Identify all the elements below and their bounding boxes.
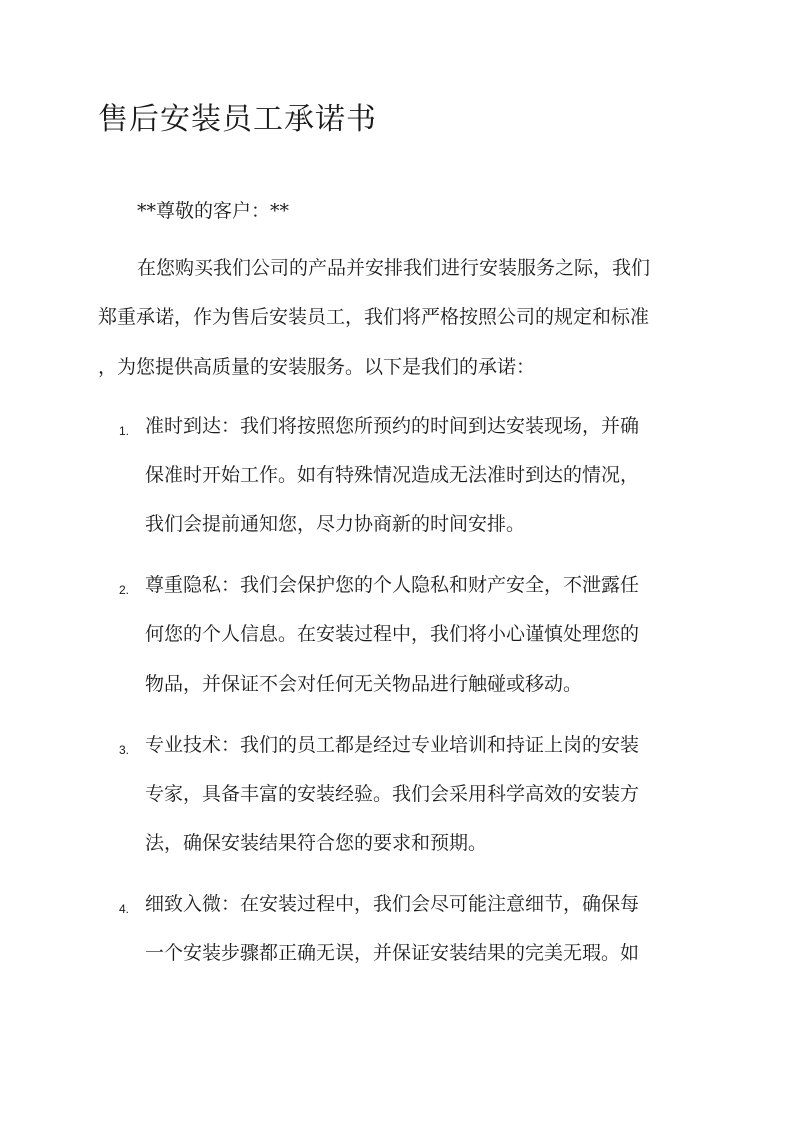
list-item-number: 4. (119, 902, 130, 916)
list-item-line: 准时到达：我们将按照您所预约的时间到达安装现场，并确 (145, 415, 640, 437)
list-item-line: 保准时开始工作。如有特殊情况造成无法准时到达的情况， (145, 464, 640, 486)
page-title: 售后安装员工承诺书 (98, 102, 377, 137)
list-item-number: 1. (119, 424, 130, 438)
list-item-line: 细致入微：在安装过程中，我们会尽可能注意细节，确保每 (145, 893, 640, 915)
list-item-line: 我们会提前通知您，尽力协商新的时间安排。 (145, 513, 526, 535)
list-item-line: 专业技术：我们的员工都是经过专业培训和持证上岗的安装 (145, 734, 640, 756)
list-item-line: 法，确保安装结果符合您的要求和预期。 (145, 832, 488, 854)
list-item-line: 何您的个人信息。在安装过程中，我们将小心谨慎处理您的 (145, 623, 640, 645)
list-item-line: 专家，具备丰富的安装经验。我们会采用科学高效的安装方 (145, 783, 640, 805)
intro-line: ，为您提供高质量的安装服务。以下是我们的承诺： (98, 356, 536, 378)
list-item-line: 一个安装步骤都正确无误，并保证安装结果的完美无瑕。如 (145, 942, 640, 964)
salutation: **尊敬的客户：** (137, 200, 290, 222)
list-item-line: 尊重隐私：我们会保护您的个人隐私和财产安全，不泄露任 (145, 574, 640, 596)
list-item-line: 物品，并保证不会对任何无关物品进行触碰或移动。 (145, 673, 583, 695)
intro-line: 在您购买我们公司的产品并安排我们进行安装服务之际，我们 (137, 257, 651, 279)
list-item-number: 2. (119, 583, 130, 597)
intro-line: 郑重承诺，作为售后安装员工，我们将严格按照公司的规定和标准 (98, 306, 650, 328)
list-item-number: 3. (119, 743, 130, 757)
